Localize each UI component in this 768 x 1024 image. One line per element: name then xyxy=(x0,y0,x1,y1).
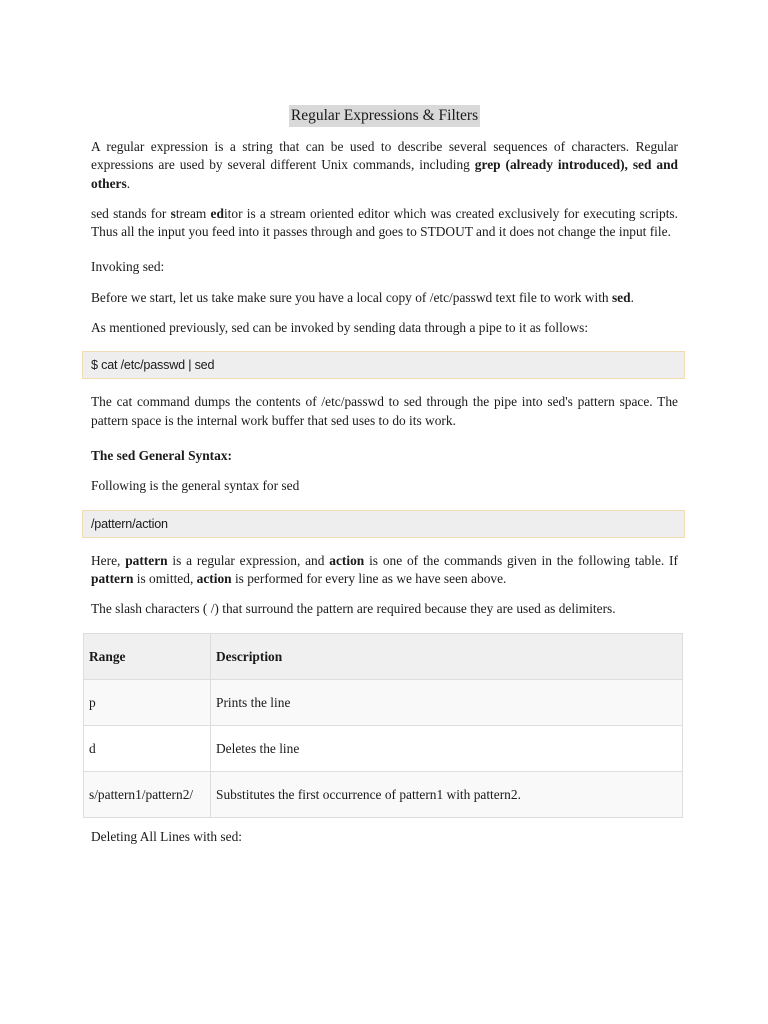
paragraph-general-syntax: Following is the general syntax for sed xyxy=(91,478,300,494)
paragraph-pattern-action-explained xyxy=(91,552,678,589)
table-cell-description: Deletes the line xyxy=(211,726,683,772)
document-content xyxy=(91,105,678,847)
text-span: . xyxy=(126,175,131,191)
section-heading-general-syntax xyxy=(91,447,678,465)
bold-span: pattern xyxy=(91,570,134,586)
text-span: is performed for every line as we have seen above. xyxy=(231,570,507,586)
text-span: . xyxy=(630,289,634,305)
paragraph-pipe-invoke: As mentioned previously, sed can be invoked by sending data through a pipe to it as follows: xyxy=(91,320,589,336)
bold-span: s xyxy=(170,205,176,221)
paragraph-invoking-sed: Invoking sed: xyxy=(91,259,165,275)
bold-span: grep (already introduced), sed and others xyxy=(91,157,678,191)
text-span: Here, xyxy=(91,552,126,568)
table-header-row xyxy=(84,634,683,680)
table-header-description: Description xyxy=(211,634,683,680)
table-cell-range: p xyxy=(84,680,211,726)
table-cell-description: Prints the line xyxy=(211,680,683,726)
table-row xyxy=(84,680,683,726)
page-title: Regular Expressions & Filters xyxy=(289,105,480,127)
text-span: is one of the commands given in the following table. If xyxy=(364,552,678,568)
code-block-pattern-action: /pattern/action xyxy=(82,510,685,538)
bold-span: action xyxy=(329,552,365,568)
text-span: A regular expression is a string that can be used to describe several sequences of characters. Regular expressions are used by several different Unix commands, including xyxy=(91,139,678,173)
paragraph-regex-intro xyxy=(91,138,678,193)
table-cell-range: d xyxy=(84,726,211,772)
table-header-range: Range xyxy=(84,634,211,680)
table-row xyxy=(84,772,683,818)
paragraph-sed-intro xyxy=(91,205,678,242)
code-block-cat-passwd: $ cat /etc/passwd | sed xyxy=(82,351,685,379)
text-span: is a regular expression, and xyxy=(167,552,330,568)
paragraph-deleting-all-lines: Deleting All Lines with sed: xyxy=(91,829,242,845)
table-row xyxy=(84,726,683,772)
text-span: tream xyxy=(175,205,211,221)
paragraph-pattern-space: The cat command dumps the contents of /etc/passwd to sed through the pipe into sed's pattern space. The pattern space is the internal work buffer that sed uses to do its work. xyxy=(91,394,678,428)
bold-span: ed xyxy=(210,205,224,221)
text-span: sed stands for xyxy=(91,205,171,221)
table-cell-range: s/pattern1/pattern2/ xyxy=(84,772,211,818)
heading-text: The sed General Syntax: xyxy=(91,447,232,463)
bold-span: action xyxy=(196,570,232,586)
text-span: is omitted, xyxy=(133,570,197,586)
sed-commands-table xyxy=(83,633,683,818)
table-cell-description: Substitutes the first occurrence of pattern1 with pattern2. xyxy=(211,772,683,818)
text-span: itor is a stream oriented editor which was created exclusively for executing scripts. Thus all the input you feed into it passes through and goes to STDOUT and it does not change the input file. xyxy=(91,205,678,240)
title-row xyxy=(91,105,678,127)
paragraph-slash-delimiters: The slash characters ( /) that surround the pattern are required because they are used as delimiters. xyxy=(91,601,616,617)
text-span: Before we start, let us take make sure you have a local copy of /etc/passwd text file to work with xyxy=(91,289,612,305)
paragraph-local-copy xyxy=(91,289,678,307)
bold-span: sed xyxy=(611,289,631,305)
bold-span: pattern xyxy=(125,552,168,568)
